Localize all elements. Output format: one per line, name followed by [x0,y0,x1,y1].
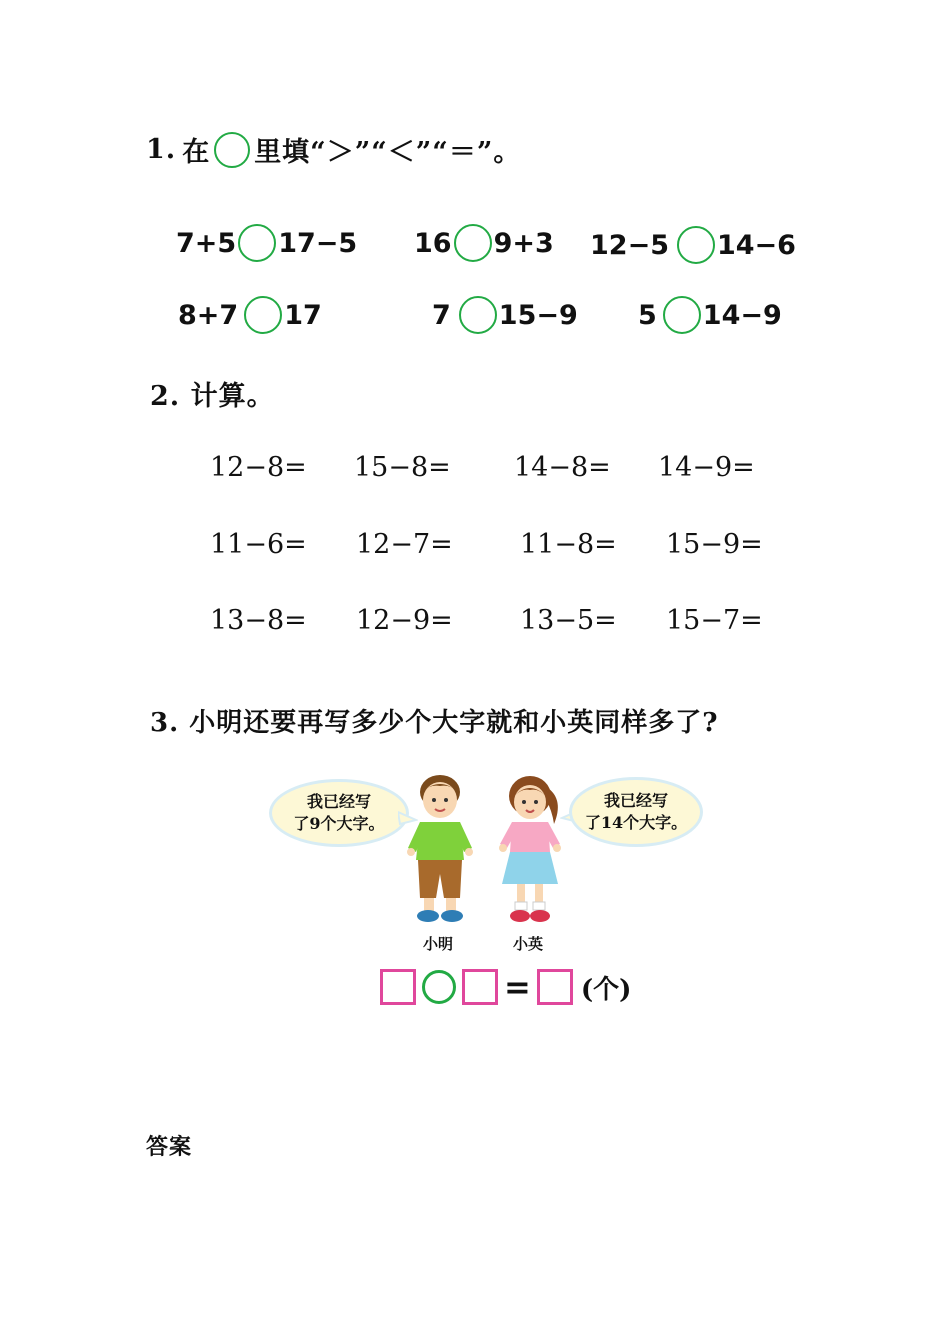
compare-item [178,296,322,334]
answer-label: 答案 [146,1134,193,1160]
boy-speech-line2: 了9个大字。 [293,814,385,833]
q3-title: 3. 小明还要再写多少个大字就和小英同样多了? [150,708,719,738]
q2-title: 2. 计算。 [150,381,275,412]
girl-name: 小英 [513,935,544,953]
answer-circle[interactable] [459,296,497,334]
answer-box[interactable] [537,969,573,1005]
compare-right: 17 [284,299,322,331]
boy-illustration [400,770,480,930]
compare-left: 5 [638,299,657,331]
calc-item: 11−8= [520,529,617,560]
answer-circle[interactable] [244,296,282,334]
calc-item: 15−9= [666,529,763,560]
unit-label: (个) [580,974,632,1005]
girl-speech-bubble [572,780,700,844]
girl-speech-line1: 我已经写 [603,791,668,810]
calc-item: 13−5= [520,605,617,636]
answer-box[interactable] [462,969,498,1005]
calc-item: 14−8= [514,452,611,483]
compare-left: 12−5 [590,229,669,261]
girl-illustration [490,770,570,930]
compare-right: 9+3 [493,227,554,259]
boy-speech-bubble [272,782,406,844]
compare-left: 7+5 [176,227,237,259]
calc-item: 12−8= [210,452,307,483]
compare-left: 7 [432,299,451,331]
girl-speech-line2: 了14个大字。 [584,813,688,832]
example-circle [214,132,250,168]
calc-item: 11−6= [210,529,307,560]
answer-circle[interactable] [677,226,715,264]
answer-circle[interactable] [663,296,701,334]
q1-text-before: 在 [182,137,211,168]
compare-right: 14−9 [702,299,782,331]
equation-line [380,968,631,1006]
answer-circle[interactable] [238,224,276,262]
equals-sign: = [504,968,531,1006]
calc-item: 12−9= [356,605,453,636]
compare-left: 8+7 [178,299,239,331]
compare-item [176,224,357,262]
compare-item [590,226,796,264]
q1-text-after: 里填“＞”“＜”“＝”。 [254,137,522,168]
calc-item: 12−7= [356,529,453,560]
compare-left: 16 [414,227,452,259]
calc-item: 13−8= [210,605,307,636]
calc-item: 15−7= [666,605,763,636]
compare-item [638,296,782,334]
compare-right: 15−9 [498,299,578,331]
boy-name: 小明 [423,935,454,953]
operator-circle[interactable] [422,970,456,1004]
calc-item: 15−8= [354,452,451,483]
boy-speech-line1: 我已经写 [306,792,371,811]
compare-item [432,296,578,334]
q1-number: 1. [146,134,177,165]
answer-box[interactable] [380,969,416,1005]
compare-right: 17−5 [278,227,358,259]
compare-item [414,224,554,262]
calc-item: 14−9= [658,452,755,483]
compare-right: 14−6 [716,229,796,261]
q1-title [146,130,521,169]
answer-circle[interactable] [454,224,492,262]
